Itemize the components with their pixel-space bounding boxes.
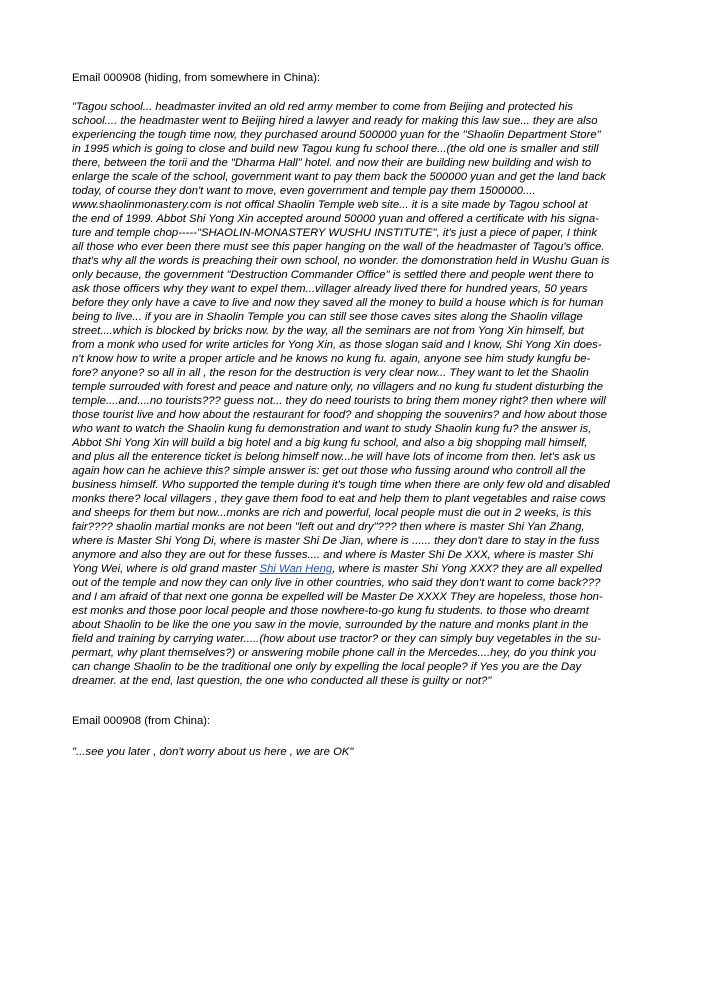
body-line: monks there? local villagers , they gave them food to eat and help them to plant vegetables and raise cows [72,493,606,505]
body-line: today, of course they don't want to move, even government and temple pay them 1500000.... [72,185,536,197]
body-line: school.... the headmaster went to Beijing hired a lawyer and ready for making this law sue... they are also [72,115,598,127]
body-line: fair???? shaolin martial monks are not been "left out and dry"??? then where is master Shi Yan Zhang, [72,521,585,533]
body-line: there, between the torii and the "Dharma Hall" hotel. and now their are building new building and wish to [72,157,592,169]
body-line: street....which is blocked by bricks now. by the way, all the seminars are not from Yong Xin himself, but [72,325,584,337]
body-line: "Tagou school... headmaster invited an old red army member to come from Beijing and protected his [72,101,573,113]
body-line: those tourist live and how about the restaurant for food? and shopping the souvenirs? and how about those [72,409,608,421]
body-line: again how can he achieve this? simple answer is: get out those who fussing around who controll all the [72,465,586,477]
body-line: that's why all the words is preaching their own school, no wonder. the domonstration held in Wushu Guan is [72,255,610,267]
body-line: and plus all the enterence ticket is belong himself now...he will have lots of income from then. let's ask us [72,451,596,463]
body-text: Yong Wei, where is old grand master [72,563,260,575]
email-1-body [72,100,610,688]
body-line: dreamer. at the end, last question, the one who conducted all these is guilty or not?" [72,675,492,687]
body-line: being to live... if you are in Shaolin Temple you can still see those caves sites along the Shaolin village [72,311,583,323]
email-2-text: "...see you later , don't worry about us here , we are OK" [72,746,354,758]
body-line: temple surrouded with forest and peace and nature only, no villagers and no kung fu student disturbing the [72,381,604,393]
body-line: experiencing the tough time now, they purchased around 500000 yuan for the "Shaolin Department Store" [72,129,601,141]
body-line: enlarge the scale of the school, government want to pay them back the 500000 yuan and get the land back [72,171,606,183]
body-line: business himself. Who supported the temple during it's tough time when there are only few old and disabled [72,479,610,491]
body-line: permart, why plant themselves?) or answering mobile phone call in the Mercedes....hey, do you think you [72,647,597,659]
body-line: all those who ever been there must see this paper hanging on the wall of the headmaster of Tagou's office. [72,241,605,253]
body-line: out of the temple and now they can only live in other countries, who said they don't want to come back??? [72,577,601,589]
email-2-body [72,745,353,759]
body-line: from a monk who used for write articles for Yong Xin, as those slogan said and I know, Shi Yong Xin does- [72,339,602,351]
body-line: field and training by carrying water.....(how about use tractor? or they can simply buy vegetables in the su- [72,633,601,645]
body-line: before they only have a cave to live and now they saved all the money to build a house which is for human [72,297,604,309]
body-line: who want to watch the Shaolin kung fu demonstration and want to study Shaolin kung fu? the answer is, [72,423,592,435]
body-line: the end of 1999. Abbot Shi Yong Xin accepted around 50000 yuan and offered a certificate with his signa- [72,213,599,225]
body-line: in 1995 which is going to close and build new Tagou kung fu school there...(the old one is smaller and still [72,143,599,155]
email-2-heading: Email 000908 (from China): [72,715,211,727]
shi-wan-heng-link[interactable]: Shi Wan Heng [259,563,333,575]
body-line: and sheeps for them but now...monks are rich and powerful, local people must die out in 2 weeks, is this [72,507,592,519]
body-line: temple....and....no tourists??? guess not... they do need tourists to bring them money right? then where will [72,395,606,407]
body-line: where is Master Shi Yong Di, where is master Shi De Jian, where is ...... they don't dare to stay in the fuss [72,535,600,547]
body-line: ture and temple chop-----"SHAOLIN-MONASTERY WUSHU INSTITUTE", it's just a piece of paper, I think [72,227,597,239]
body-line: ask those officers why they want to expel them...villager already lived there for hundred years, 50 years [72,283,588,295]
email-1-heading: Email 000908 (hiding, from somewhere in China): [72,72,321,84]
body-line: about Shaolin to be like the one you saw in the movie, surrounded by the nature and monks plant in the [72,619,589,631]
body-line: est monks and those poor local people and those nowhere-to-go kung fu students. to those who dreamt [72,605,589,617]
body-line: and I am afraid of that next one gonna be expelled will be Master De XXXX They are hopeless, those hon- [72,591,603,603]
body-line: www.shaolinmonastery.com is not offical Shaolin Temple web site... it is a site made by Tagou school at [72,199,588,211]
body-text: , where is master Shi Yong XXX? they are all expelled [332,563,602,575]
body-line [72,562,610,576]
body-line: Abbot Shi Yong Xin will build a big hotel and a big kung fu school, and also a big shopping mall himself, [72,437,588,449]
body-line: fore? anyone? so all in all , the reson for the destruction is very clear now... They want to let the Shaolin [72,367,589,379]
body-line: anymore and also they are out for these fusses.... and where is Master Shi De XXX, where is master Shi [72,549,594,561]
body-line: n't know how to write a proper article and he knows no kung fu. again, anyone see him study kungfu be- [72,353,591,365]
body-line: can change Shaolin to be the traditional one only by expelling the local people? if Yes you are the Day [72,661,582,673]
body-line: only because, the government "Destruction Commander Office" is settled there and people went there to [72,269,594,281]
